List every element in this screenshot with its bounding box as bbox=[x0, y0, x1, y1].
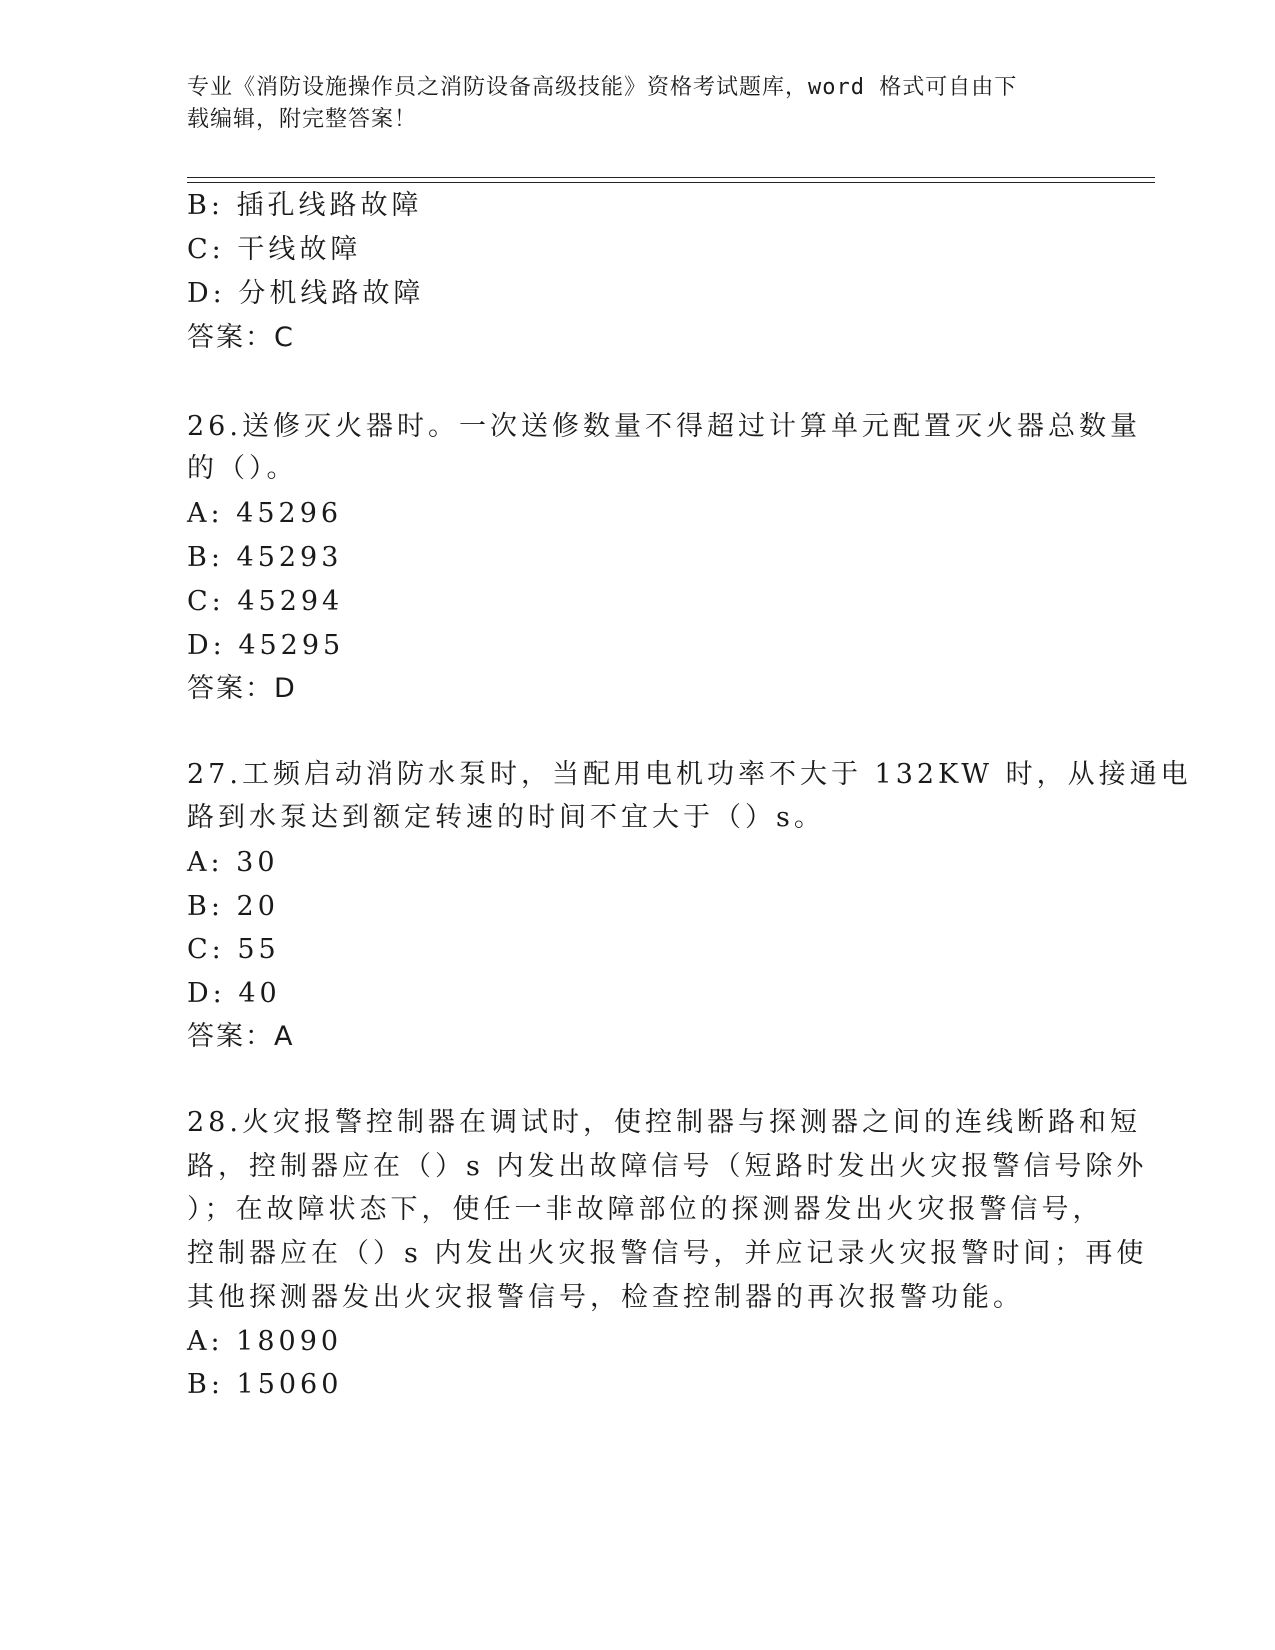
q28-stem-line-1: 28.火灾报警控制器在调试时，使控制器与探测器之间的连线断路和短 bbox=[187, 1107, 1141, 1138]
q27-answer: 答案：A bbox=[187, 1021, 295, 1052]
q28-stem-line-5: 其他探测器发出火灾报警信号，检查控制器的再次报警功能。 bbox=[187, 1282, 1024, 1313]
q27-stem-line-2: 路到水泵达到额定转速的时间不宜大于（）s。 bbox=[187, 802, 825, 833]
header-line-1: 专业《消防设施操作员之消防设备高级技能》资格考试题库，word 格式可自由下 bbox=[187, 75, 1018, 100]
q27-option-c: C: 55 bbox=[187, 934, 280, 965]
q26-option-c: C: 45294 bbox=[187, 586, 344, 617]
q27-stem-line-1: 27.工频启动消防水泵时，当配用电机功率不大于 132KW 时，从接通电 bbox=[187, 759, 1192, 790]
q25-answer: 答案：C bbox=[187, 322, 295, 353]
q26-answer: 答案：D bbox=[187, 673, 297, 704]
q27-option-b: B: 20 bbox=[187, 891, 279, 922]
header-divider-top bbox=[187, 177, 1155, 178]
header-line-2: 载编辑，附完整答案！ bbox=[187, 107, 418, 132]
header-divider-bottom bbox=[187, 182, 1155, 183]
q28-option-b: B: 15060 bbox=[187, 1369, 343, 1400]
q27-option-d: D: 40 bbox=[187, 978, 281, 1009]
q26-option-a: A: 45296 bbox=[187, 498, 343, 529]
q28-option-a: A: 18090 bbox=[187, 1326, 343, 1357]
q25-option-c: C: 干线故障 bbox=[187, 234, 362, 265]
q26-option-b: B: 45293 bbox=[187, 542, 343, 573]
q28-stem-line-2: 路，控制器应在（）s 内发出故障信号（短路时发出火灾报警信号除外 bbox=[187, 1151, 1148, 1182]
q25-option-d: D: 分机线路故障 bbox=[187, 278, 425, 309]
q25-option-b: B: 插孔线路故障 bbox=[187, 190, 423, 221]
document-header bbox=[187, 72, 1087, 136]
q26-stem-line-1: 26.送修灭火器时。一次送修数量不得超过计算单元配置灭火器总数量 bbox=[187, 411, 1141, 442]
q28-stem-line-4: 控制器应在（）s 内发出火灾报警信号，并应记录火灾报警时间；再使 bbox=[187, 1238, 1148, 1269]
q28-stem-line-3: ）；在故障状态下，使任一非故障部位的探测器发出火灾报警信号， bbox=[187, 1194, 1104, 1225]
q26-stem-line-2: 的（）。 bbox=[187, 453, 298, 484]
q26-option-d: D: 45295 bbox=[187, 630, 345, 661]
q27-option-a: A: 30 bbox=[187, 847, 279, 878]
